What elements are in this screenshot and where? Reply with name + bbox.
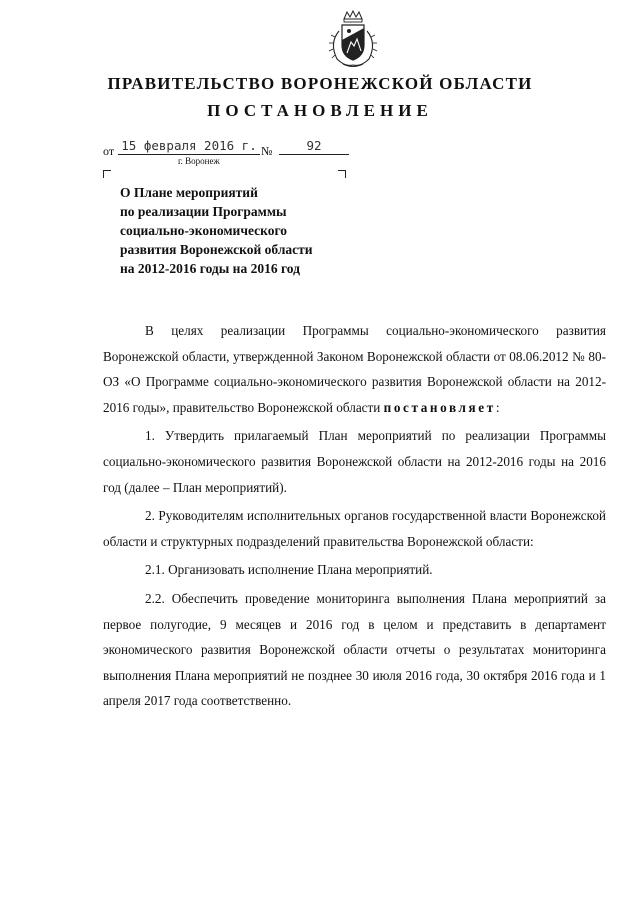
city-label: г. Воронеж xyxy=(178,156,220,166)
resolution-keyword: постановляет xyxy=(383,399,496,415)
subject-line: развития Воронежской области xyxy=(120,242,313,257)
number-label: № xyxy=(261,144,273,158)
preamble-colon: : xyxy=(495,399,500,415)
document-subject xyxy=(120,183,360,278)
document-date: 15 февраля 2016 г. xyxy=(118,138,260,155)
subject-line: на 2012-2016 годы на 2016 год xyxy=(120,261,300,276)
clause-2-paragraph: 2. Руководителям исполнительных органов государственной власти Воронежской области и структурных подразделений правительства Воронежской области: xyxy=(103,508,606,549)
clause-2-2-paragraph: 2.2. Обеспечить проведение мониторинга выполнения Плана мероприятий за первое полугодие, 9 месяцев и 2016 год в целом и представить в департамент экономического развития Воронежской области отчеты о результатах мониторинга выполнения Плана мероприятий не позднее 30 июля 2016 года, 30 октября 2016 года и 1 апреля 2017 года соответственно. xyxy=(103,590,606,709)
document-number: 92 xyxy=(279,138,349,155)
subject-corner-right xyxy=(338,170,346,178)
document-type-title: ПОСТАНОВЛЕНИЕ xyxy=(207,101,433,120)
subject-line: по реализации Программы xyxy=(120,204,287,219)
subject-line: социально-экономического xyxy=(120,223,287,238)
clause-2-1-paragraph: 2.1. Организовать исполнение Плана мероприятий. xyxy=(145,562,433,578)
subject-corner-left xyxy=(103,170,111,178)
date-prefix: от xyxy=(103,144,115,158)
clause-1-paragraph: 1. Утвердить прилагаемый План мероприятий по реализации Программы социально-экономического развития Воронежской области на 2012-2016 годы на 2016 год (далее – План мероприятий). xyxy=(103,428,606,495)
preamble-text: В целях реализации Программы социально-экономического развития Воронежской области, утвержденной Законом Воронежской области от 08.06.2012 № 80-ОЗ «О Программе социально-экономического развития Воронежской области на 2012-2016 годы», правительство Воронежской области xyxy=(103,323,606,415)
document-body xyxy=(103,318,606,714)
subject-line: О Плане мероприятий xyxy=(120,185,258,200)
voronezh-coat-of-arms-icon xyxy=(325,9,381,69)
government-title: ПРАВИТЕЛЬСТВО ВОРОНЕЖСКОЙ ОБЛАСТИ xyxy=(107,74,533,93)
preamble-paragraph xyxy=(103,318,606,420)
